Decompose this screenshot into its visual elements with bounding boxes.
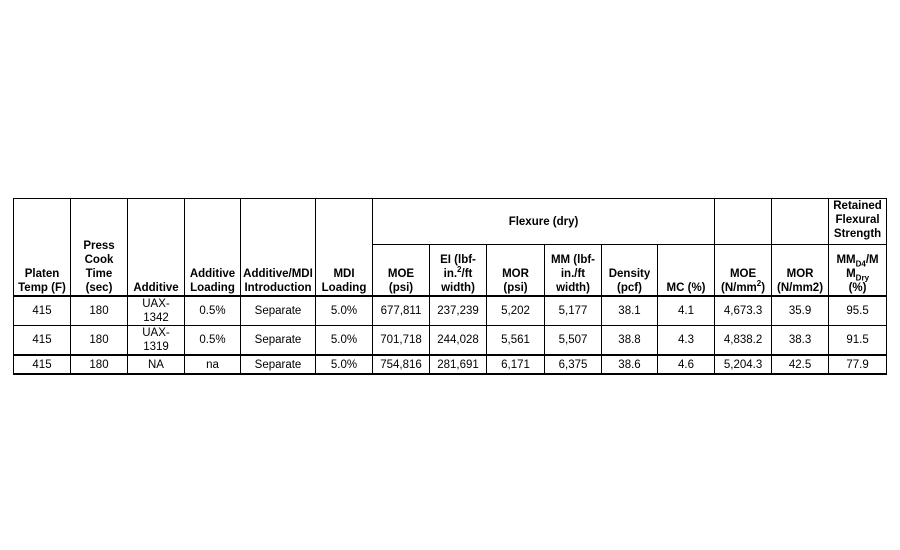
table-row: 415 180 UAX-1342 0.5% Separate 5.0% 677,811 237,239 5,202 5,177 38.1 4.1 4,673.3 35.9 95.5 <box>14 296 887 326</box>
header-mor-n: MOR (N/mm2) <box>772 245 829 297</box>
header-mm: MM (lbf-in./ft width) <box>545 245 602 297</box>
header-density: Density (pcf) <box>602 245 658 297</box>
table-row: 415 180 NA na Separate 5.0% 754,816 281,691 6,171 6,375 38.6 4.6 5,204.3 42.5 77.9 <box>14 355 887 374</box>
header-additive: Additive <box>128 199 185 297</box>
header-blank-2 <box>772 199 829 245</box>
results-table <box>13 198 887 375</box>
header-moe-psi: MOE (psi) <box>373 245 430 297</box>
header-platen-temp: Platen Temp (F) <box>14 199 71 297</box>
header-mc: MC (%) <box>658 245 715 297</box>
header-mdi-loading: MDI Loading <box>316 199 373 297</box>
header-mm-ratio: $MM_{D4}/M$ $M_{Dry}$ (%) <box>829 245 887 297</box>
header-additive-mdi-introduction: Additive/MDI Introduction <box>241 199 316 297</box>
table-row: 415 180 UAX-1319 0.5% Separate 5.0% 701,718 244,028 5,561 5,507 38.8 4.3 4,838.2 38.3 91.5 <box>14 326 887 356</box>
header-moe-n: MOE $(N/mm^2)$ <box>715 245 772 297</box>
header-additive-loading: Additive Loading <box>185 199 241 297</box>
header-press-cook-time: Press Cook Time (sec) <box>71 199 128 297</box>
header-blank-1 <box>715 199 772 245</box>
header-flexure-dry: Flexure (dry) <box>373 199 715 245</box>
header-mor-psi: MOR (psi) <box>487 245 545 297</box>
header-ei: EI (lbf-in.$^2$/ft width) <box>430 245 487 297</box>
header-retained-flexural-strength: Retained Flexural Strength <box>829 199 887 245</box>
